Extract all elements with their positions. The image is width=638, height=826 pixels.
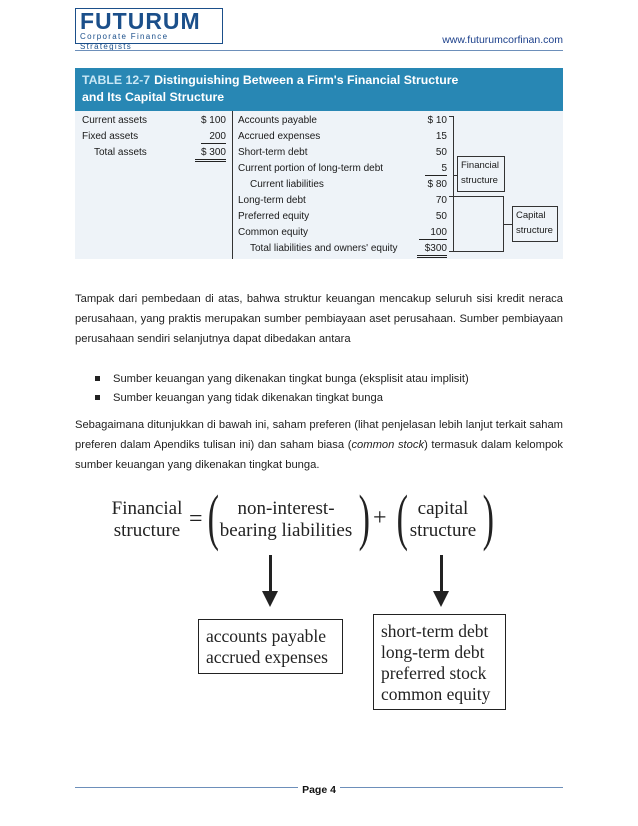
logo-tagline: Corporate Finance Strategists [80,32,169,51]
box-item: short-term debt [381,621,489,641]
page-number-label: Page 4 [298,784,340,796]
liability-value: 100 [419,227,447,240]
capital-structure-items-box [373,614,506,710]
liability-label: Common equity [238,227,309,238]
asset-label: Fixed assets [82,131,139,142]
liability-value: 50 [435,147,447,158]
plus-sign: + [373,505,387,531]
liability-subtotal-label: Current liabilities [250,179,324,190]
liability-value: 70 [435,195,447,206]
down-arrow-head-icon [433,591,449,607]
equation-term1-line1: non-interest- [237,498,335,519]
right-paren-icon: ) [482,484,495,552]
page-number [0,780,638,798]
liability-value: 15 [435,131,447,142]
box-item: common equity [381,684,491,704]
equation-term1-line2: bearing liabilities [219,520,353,541]
down-arrow-icon [269,555,272,593]
capital-structure-label-1: Capital [516,210,546,221]
box-item: long-term debt [381,642,485,662]
equation-lhs-line1: Financial [111,498,183,519]
left-paren-icon: ( [396,484,409,552]
paragraph-text: Sebagaimana ditunjukkan di bawah ini, saham preferen (lihat penjelasan lebih lanjut terkait saham preferen dalam Apendiks tulisan ini) dan saham biasa ( [75,419,563,451]
paragraph-intro: Tampak dari pembedaan di atas, bahwa struktur keuangan mencakup seluruh sisi kredit neraca perusahaan, yang praktis merupakan sumber pembiayaan aset perusahaan. Sumber pembiayaan perusahaan sendiri selanjutnya dapat dibedakan antara [75,293,563,345]
liability-total-label: Total liabilities and owners' equity [250,243,398,254]
equation-lhs [104,498,190,542]
asset-label: Current assets [82,115,148,126]
paragraph-emphasis: common stock [351,439,425,451]
table-title-line2: and Its Capital Structure [82,90,225,104]
logo-name: FUTURUM [80,8,201,34]
paragraph-text: ) termasuk dalam kelompok sumber keuangan yang dikenakan tingkat bunga. [75,439,563,471]
liability-label: Accrued expenses [238,131,321,142]
liability-value: 50 [435,211,447,222]
down-arrow-icon [440,555,443,593]
right-paren-icon: ) [358,484,371,552]
left-paren-icon: ( [207,484,220,552]
equation-term2-line1: capital [417,498,469,519]
asset-total-value: $ 300 [195,147,226,162]
box-item: accrued expenses [206,647,328,667]
equals-sign: = [189,506,203,532]
liability-value: $ 10 [427,115,447,126]
down-arrow-head-icon [262,591,278,607]
asset-value: $ 100 [200,115,226,126]
box-item: accounts payable [206,626,327,646]
liability-subtotal-value: $ 80 [427,179,447,190]
liability-total-value: $300 [417,243,447,258]
capital-structure-label-2: structure [516,225,553,236]
asset-total-label: Total assets [94,147,147,158]
financial-structure-label-2: structure [461,175,498,186]
liability-label: Preferred equity [238,211,310,222]
list-item-text: Sumber keuangan yang dikenakan tingkat bunga (eksplisit atau implisit) [113,373,469,385]
liability-label: Accounts payable [238,115,317,126]
asset-value: 200 [201,131,226,144]
box-item: preferred stock [381,663,487,683]
equation-lhs-line2: structure [113,520,181,541]
liability-value: 5 [425,163,447,176]
equation-term-capital [403,498,483,542]
equation-term-liabilities [214,498,358,542]
equation-term2-line2: structure [409,520,477,541]
financial-structure-label-1: Financial [461,160,500,171]
liability-label: Long-term debt [238,195,306,206]
liability-label: Short-term debt [238,147,308,158]
list-item-text: Sumber keuangan yang tidak dikenakan tingkat bunga [113,392,383,404]
website-link[interactable]: www.futurumcorfinan.com [442,34,563,46]
table-title-line1: Distinguishing Between a Firm's Financial Structure [154,73,459,87]
liability-label: Current portion of long-term debt [238,163,384,174]
table-number: TABLE 12-7 [82,73,151,87]
non-interest-liabilities-box [198,619,343,674]
